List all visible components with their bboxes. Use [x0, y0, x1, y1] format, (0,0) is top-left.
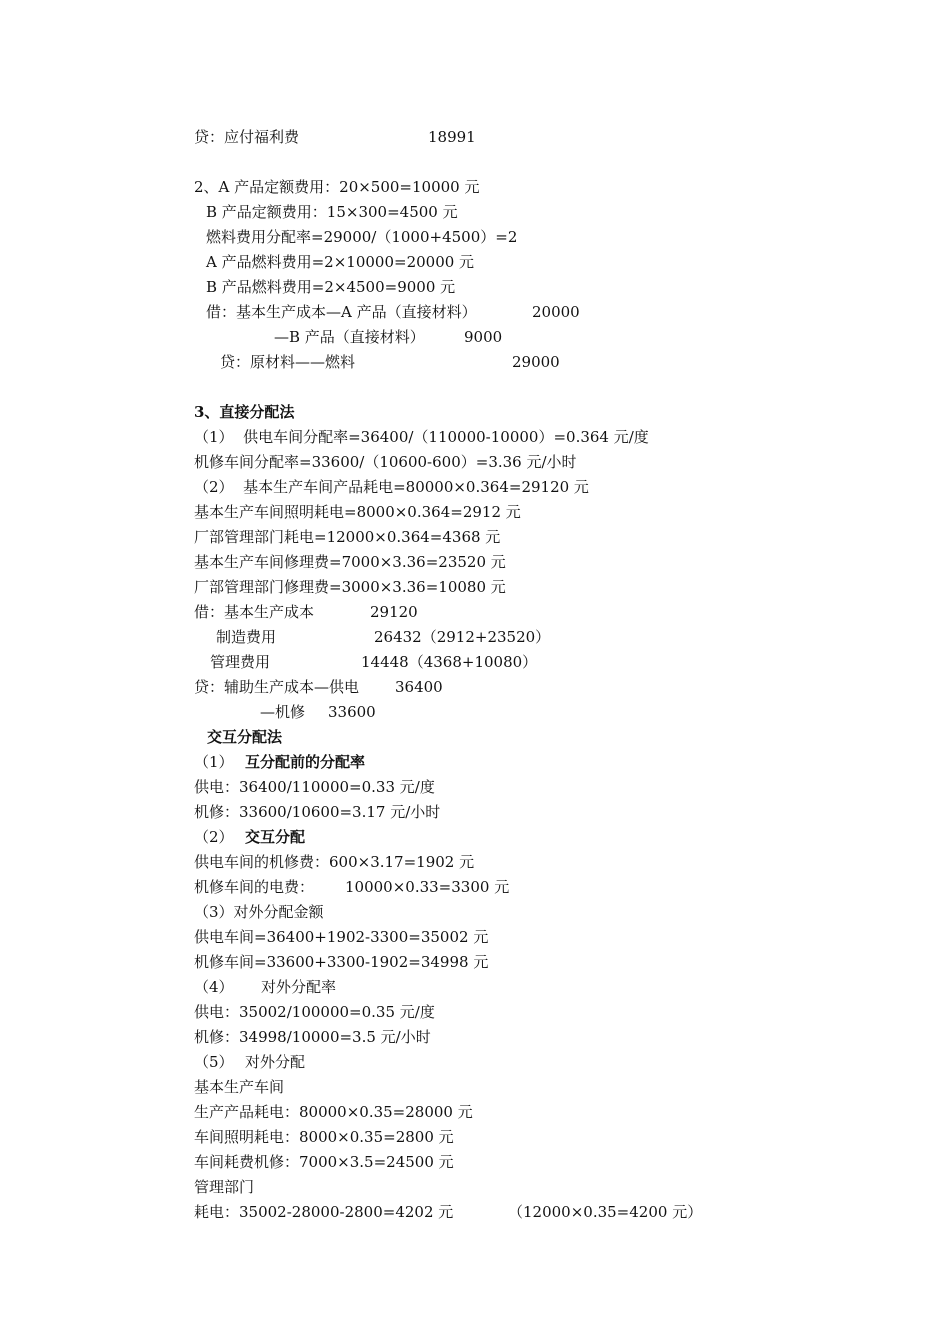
text-line [0, 502, 521, 522]
journal-entry-line [0, 302, 580, 322]
line-text: B 产品定额费用：15×300=4500 元 [206, 203, 458, 221]
subheading-line [0, 827, 306, 847]
line-text: 管理部门 [194, 1178, 255, 1196]
line-text: 耗电：35002-28000-2800=4202 元 [194, 1203, 454, 1221]
text-line [0, 1077, 285, 1097]
line-text: B 产品燃料费用=2×4500=9000 元 [206, 278, 456, 296]
text-line [0, 1152, 454, 1172]
line-text: 贷：应付福利费 [194, 128, 300, 146]
line-text: 对外分配率 [261, 978, 337, 996]
journal-entry-line [0, 677, 443, 697]
text-line [0, 877, 510, 897]
line-text: （3）对外分配金额 [194, 903, 324, 921]
line-text: 贷：原材料——燃料 [220, 353, 356, 371]
text-line [0, 777, 435, 797]
line-text: 3、直接分配法 [194, 403, 295, 421]
line-number: （2） [194, 828, 234, 846]
line-text: 厂部管理部门耗电=12000×0.364=4368 元 [194, 528, 501, 546]
line-amount: 20000 [532, 303, 580, 321]
line-text: 基本生产车间照明耗电=8000×0.364=2912 元 [194, 503, 521, 521]
line-text: —B 产品（直接材料） [274, 328, 425, 346]
line-text: 燃料费用分配率=29000/（1000+4500）=2 [206, 228, 518, 246]
text-line [0, 227, 518, 247]
line-text: 基本生产车间修理费=7000×3.36=23520 元 [194, 553, 506, 571]
line-amount: 36400 [395, 678, 443, 696]
text-line [0, 477, 589, 497]
line-text: 管理费用 [210, 653, 271, 671]
line-text: A 产品燃料费用=2×10000=20000 元 [206, 253, 475, 271]
text-line [0, 202, 458, 222]
line-text: 机修：33600/10600=3.17 元/小时 [194, 803, 441, 821]
text-line [0, 1177, 255, 1197]
text-line [0, 577, 506, 597]
line-text: 对外分配 [245, 1053, 306, 1071]
credit-welfare-line [0, 127, 476, 147]
line-text: 贷：辅助生产成本—供电 [194, 678, 360, 696]
text-line [0, 1027, 431, 1047]
text-line [0, 1202, 703, 1222]
line-amount: 18991 [428, 128, 476, 146]
line-text: 机修：34998/10000=3.5 元/小时 [194, 1028, 431, 1046]
text-line [0, 552, 506, 572]
subheading-line [0, 1052, 306, 1072]
line-text: 制造费用 [216, 628, 277, 646]
line-number: （1） [194, 753, 234, 771]
line-text: —机修 [260, 703, 306, 721]
journal-entry-line [0, 327, 503, 347]
journal-entry-line [0, 702, 376, 722]
journal-entry-line [0, 352, 560, 372]
journal-entry-line [0, 652, 538, 672]
section-3-heading [0, 402, 295, 422]
line-text: 2、A 产品定额费用：20×500=10000 元 [194, 178, 480, 196]
text-line [0, 802, 441, 822]
line-number: （4） [194, 978, 234, 996]
line-text: 供电车间=36400+1902-3300=35002 元 [194, 928, 489, 946]
text-line [0, 952, 489, 972]
text-line [0, 1002, 435, 1022]
line-text: 供电：35002/100000=0.35 元/度 [194, 1003, 435, 1021]
line-text: 借：基本生产成本—A 产品（直接材料） [206, 303, 477, 321]
line-text: 机修车间=33600+3300-1902=34998 元 [194, 953, 489, 971]
line-amount: 9000 [464, 328, 503, 346]
line-number: （5） [194, 1053, 234, 1071]
subheading-line [0, 977, 337, 997]
line-amount: 29120 [370, 603, 418, 621]
line-text: 基本生产车间 [194, 1078, 285, 1096]
line-text: 机修车间分配率=33600/（10600-600）=3.36 元/小时 [194, 453, 577, 471]
interactive-method-heading [0, 727, 283, 747]
line-amount: （12000×0.35=4200 元） [508, 1203, 703, 1221]
text-line [0, 252, 475, 272]
text-line [0, 427, 649, 447]
line-text: 互分配前的分配率 [245, 753, 366, 771]
line-text: 供电车间的机修费：600×3.17=1902 元 [194, 853, 475, 871]
line-text: 供电：36400/110000=0.33 元/度 [194, 778, 435, 796]
line-amount: 14448（4368+10080） [361, 653, 538, 671]
line-text: 厂部管理部门修理费=3000×3.36=10080 元 [194, 578, 506, 596]
line-text: 交互分配法 [207, 728, 283, 746]
line-amount: 10000×0.33=3300 元 [345, 878, 510, 896]
line-text: 机修车间的电费： [194, 878, 315, 896]
text-line [0, 1102, 473, 1122]
journal-entry-line [0, 627, 551, 647]
text-line [0, 927, 489, 947]
journal-entry-line [0, 602, 418, 622]
line-text: 车间耗费机修：7000×3.5=24500 元 [194, 1153, 454, 1171]
section-2-heading-line [0, 177, 480, 197]
line-amount: 29000 [512, 353, 560, 371]
line-text: 借：基本生产成本 [194, 603, 315, 621]
line-amount: 26432（2912+23520） [374, 628, 551, 646]
line-text: 车间照明耗电：8000×0.35=2800 元 [194, 1128, 454, 1146]
text-line [0, 902, 324, 922]
line-amount: 33600 [328, 703, 376, 721]
text-line [0, 452, 577, 472]
subheading-line [0, 752, 366, 772]
line-text: 交互分配 [245, 828, 306, 846]
line-text: （2） 基本生产车间产品耗电=80000×0.364=29120 元 [194, 478, 589, 496]
text-line [0, 277, 456, 297]
text-line [0, 527, 501, 547]
text-line [0, 1127, 454, 1147]
line-text: （1） 供电车间分配率=36400/（110000-10000）=0.364 元/度 [194, 428, 649, 446]
line-text: 生产产品耗电：80000×0.35=28000 元 [194, 1103, 473, 1121]
text-line [0, 852, 475, 872]
